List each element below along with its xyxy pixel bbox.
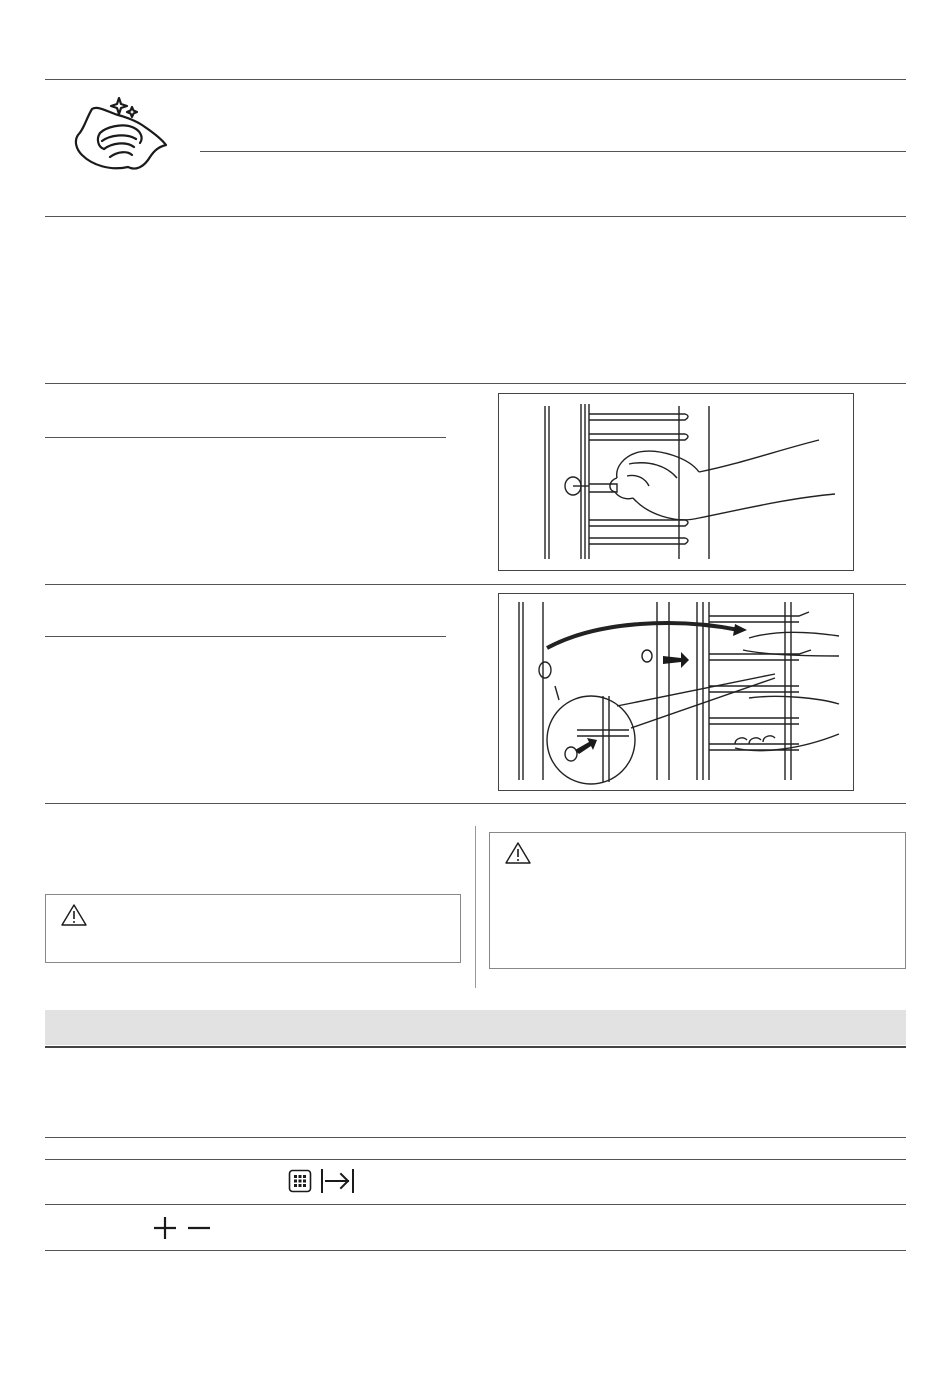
top-rule [45, 79, 906, 80]
table-row-rule-3 [45, 1204, 906, 1205]
step-divider-rule [45, 584, 906, 585]
arrow-to-bar-icon [320, 1168, 356, 1194]
table-row-rule-2 [45, 1159, 906, 1160]
shelf-section-rule [45, 383, 906, 384]
cleaning-cloth-hand-icon [70, 95, 170, 175]
table-row-rule-1 [45, 1137, 906, 1138]
warning-triangle-icon [60, 903, 88, 927]
step1-title-rule [45, 437, 446, 438]
step2-title-rule [45, 636, 446, 637]
remove-shelf-supports-illustration [498, 393, 854, 571]
column-divider [475, 826, 476, 988]
minus-icon [186, 1215, 212, 1241]
left-warning-box [45, 894, 461, 963]
cleaning-title-rule [200, 151, 906, 152]
table-header-rule [45, 1046, 906, 1048]
table-row-rule-4 [45, 1250, 906, 1251]
warning-triangle-icon [504, 841, 532, 865]
install-shelf-supports-illustration [498, 593, 854, 791]
table-header-bar [45, 1010, 906, 1045]
right-warning-box [489, 832, 906, 969]
cleaning-section-end-rule [45, 216, 906, 217]
grid-keypad-icon [288, 1169, 312, 1193]
shelf-section-end-rule [45, 803, 906, 804]
plus-icon [152, 1215, 178, 1241]
